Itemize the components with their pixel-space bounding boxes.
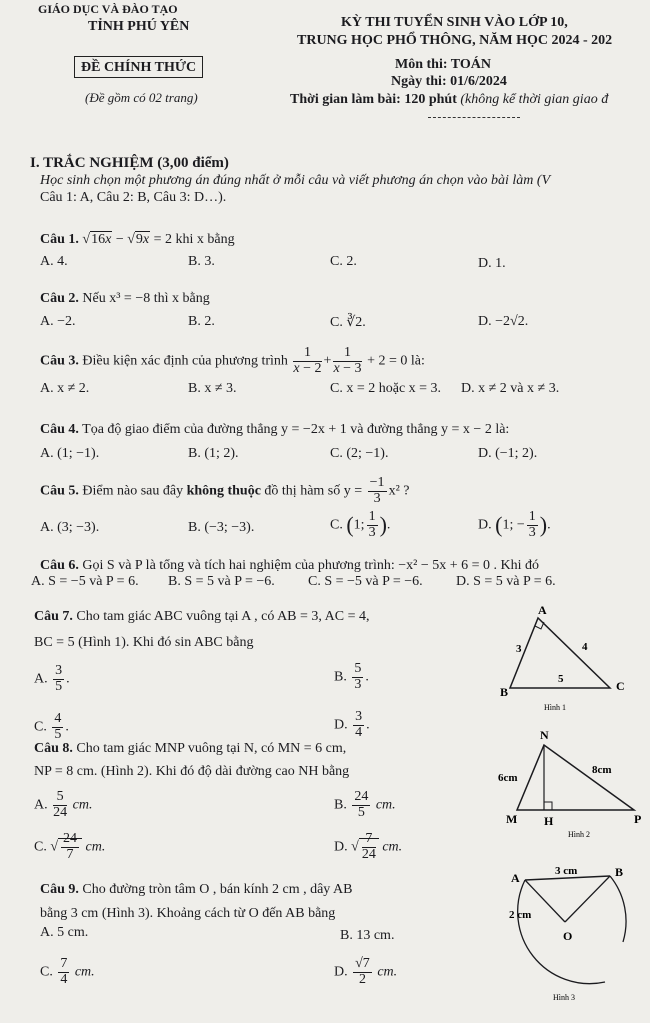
subject: Môn thi: TOÁN	[395, 57, 491, 72]
figure-2	[492, 725, 650, 845]
fig3-caption: Hình 3	[553, 993, 575, 1002]
q2-option-b: B. 2.	[188, 314, 215, 329]
q4-option-d: D. (−1; 2).	[478, 446, 538, 461]
q1-tail: = 2 khi x bằng	[153, 232, 235, 247]
q2-option-c: C. ∛2.	[330, 315, 366, 330]
q5-text-c: đồ thị hàm số y =	[264, 483, 363, 499]
fig3-oa: 2 cm	[509, 909, 532, 921]
q4-text: Tọa độ giao điểm của đường thẳng y = −2x + 1 và đường thẳng y = x − 2 là:	[82, 422, 510, 437]
question-8-line-2: NP = 8 cm. (Hình 2). Khi đó độ dài đường cao NH bằng	[34, 764, 350, 779]
official-box	[74, 56, 203, 78]
q4-option-a: A. (1; −1).	[40, 446, 100, 461]
q8-label: Câu 8.	[34, 741, 73, 756]
q1-option-c: C. 2.	[330, 254, 357, 269]
q6-option-d: D. S = 5 và P = 6.	[456, 574, 556, 589]
instructions-1: Học sinh chọn một phương án đúng nhất ở mỗi câu và viết phương án chọn vào bài làm (V	[40, 173, 551, 188]
q9-line1: Cho đường tròn tâm O , bán kính 2 cm , dây AB	[82, 882, 353, 897]
q1-option-b: B. 3.	[188, 254, 215, 269]
instructions-2: Câu 1: A, Câu 2: B, Câu 3: D…).	[40, 190, 227, 205]
section-title: I. TRẮC NGHIỆM (3,00 điểm)	[30, 155, 229, 171]
fig3-b: B	[615, 865, 624, 879]
fig2-np: 8cm	[592, 764, 612, 776]
q2-label: Câu 2.	[40, 291, 79, 306]
q6-option-a: A. S = −5 và P = 6.	[31, 574, 139, 589]
q2-text: Nếu x³ = −8 thì x bằng	[82, 291, 210, 306]
fig3-ab: 3 cm	[555, 865, 578, 877]
q7-option-b: B. $\frac{5}{3}$ .	[334, 661, 369, 692]
q5-option-c-wrap: C. (1; $\frac{1}{3}$ ).	[330, 509, 391, 540]
exam-time	[290, 92, 608, 108]
q5-option-a: A. (3; −3).	[40, 520, 100, 535]
question-3: Câu 3. Điều kiện xác định của phương trình $\frac{1}{x - 2}$ + $\frac{1}{x - 3}$ + 2 = 0 là:	[40, 345, 425, 376]
question-2	[40, 291, 210, 307]
fig2-mn: 6cm	[498, 772, 518, 784]
fig1-b: B	[500, 685, 509, 699]
fig2-right-angle	[544, 802, 552, 810]
q7-label: Câu 7.	[34, 609, 73, 624]
q2-option-a: A. −2.	[40, 314, 76, 329]
q1-option-a: A. 4.	[40, 254, 68, 269]
q9-label: Câu 9.	[40, 882, 79, 897]
fig3-radius-ob	[565, 876, 610, 922]
fig1-ac: 4	[582, 641, 588, 653]
q3-option-d: D. x ≠ 2 và x ≠ 3.	[461, 381, 560, 396]
q8-option-d: D. √ $\frac{7}{24}$ cm.	[334, 831, 403, 862]
q5-tail: x² ?	[388, 483, 410, 499]
q8-option-a: A. $\frac{5}{24}$ cm.	[34, 789, 93, 820]
fig2-h: H	[544, 814, 554, 828]
q5-frac: $\frac{-1}{3}$	[369, 475, 385, 506]
q7-line1: Cho tam giác ABC vuông tại A , có AB = 3, AC = 4,	[76, 609, 370, 624]
header-divider	[428, 117, 520, 118]
q5-option-d-wrap: D. (1; − $\frac{1}{3}$ ).	[478, 509, 551, 540]
fig2-p: P	[634, 812, 642, 826]
fig2-m: M	[506, 812, 518, 826]
time-label: Thời gian làm bài: 120 phút	[290, 92, 457, 107]
q6-label: Câu 6.	[40, 558, 79, 573]
exam-title-1: KỲ THI TUYỂN SINH VÀO LỚP 10,	[341, 15, 568, 30]
q9-option-d: D. $\frac{√7}{2}$ cm.	[334, 956, 398, 987]
q3-option-a: A. x ≠ 2.	[40, 381, 90, 396]
q6-text: Gọi S và P là tổng và tích hai nghiệm của phương trình: −x² − 5x + 6 = 0 . Khi đó	[82, 558, 539, 573]
q4-label: Câu 4.	[40, 422, 79, 437]
fig2-n: N	[540, 728, 549, 742]
figure-1	[480, 600, 640, 720]
fig1-bc: 5	[558, 673, 564, 685]
question-4	[40, 422, 509, 438]
q4-option-c: C. (2; −1).	[330, 446, 389, 461]
dept-line-1: GIÁO DỤC VÀ ĐÀO TẠO	[38, 2, 178, 16]
time-note: (không kể thời gian giao đ	[460, 92, 609, 107]
q1-option-d: D. 1.	[478, 256, 506, 271]
figure-3	[505, 862, 645, 1022]
question-7-line-1	[34, 609, 369, 625]
fig2-caption: Hình 2	[568, 830, 590, 839]
fig3-arc-left	[518, 880, 605, 984]
dept-line-2: TỈNH PHÚ YÊN	[88, 19, 190, 34]
q7-option-d: D. $\frac{3}{4}$ .	[334, 709, 370, 740]
q5-option-d: D.	[478, 517, 492, 533]
fig3-a: A	[511, 871, 520, 885]
q4-option-b: B. (1; 2).	[188, 446, 239, 461]
fig1-c: C	[616, 679, 625, 693]
fig3-o: O	[563, 929, 573, 943]
q8-line1: Cho tam giác MNP vuông tại N, có MN = 6 cm,	[76, 741, 347, 756]
q3-label: Câu 3.	[40, 353, 79, 369]
official-label: ĐỀ CHÍNH THỨC	[81, 60, 197, 75]
question-7-line-2: BC = 5 (Hình 1). Khi đó sin ABC bằng	[34, 635, 254, 650]
q9-option-a: A. 5 cm.	[40, 925, 89, 940]
q5-label: Câu 5.	[40, 483, 79, 499]
q6-option-c: C. S = −5 và P = −6.	[308, 574, 423, 589]
q3-frac-1: $\frac{1}{x - 2}$	[293, 345, 322, 376]
q5-text-a: Điểm nào sau đây	[82, 483, 184, 499]
q9-option-b: B. 13 cm.	[340, 928, 395, 943]
q5-text-b: không thuộc	[186, 483, 261, 499]
question-8-line-1	[34, 741, 346, 757]
q3-tail: + 2 = 0 là:	[367, 353, 425, 369]
q7-option-a: A. $\frac{3}{5}$ .	[34, 663, 70, 694]
exam-title-2: TRUNG HỌC PHỔ THÔNG, NĂM HỌC 2024 - 202	[297, 33, 613, 48]
q3-option-c: C. x = 2 hoặc x = 3.	[330, 381, 442, 396]
question-6	[40, 558, 539, 574]
fig1-a: A	[538, 603, 547, 617]
q5-option-c: C.	[330, 517, 343, 533]
fig1-ab: 3	[516, 643, 522, 655]
question-1	[40, 232, 235, 248]
q1-expr: √16x − √9x	[82, 232, 150, 247]
q8-option-b: B. $\frac{24}{5}$ cm.	[334, 789, 396, 820]
q2-option-d: D. −2√2.	[478, 314, 529, 329]
q9-option-c: C. $\frac{7}{4}$ cm.	[40, 956, 95, 987]
q5-option-b: B. (−3; −3).	[188, 520, 255, 535]
q3-option-b: B. x ≠ 3.	[188, 381, 237, 396]
q1-label: Câu 1.	[40, 232, 79, 247]
q7-option-c: C. $\frac{4}{5}$ .	[34, 711, 69, 742]
q8-option-c: C. √ $\frac{24}{7}$ cm.	[34, 831, 106, 862]
exam-date: Ngày thi: 01/6/2024	[391, 74, 507, 89]
fig2-triangle	[517, 745, 634, 810]
question-9-line-1	[40, 882, 353, 898]
question-5	[40, 476, 409, 506]
fig3-arc-right	[610, 876, 626, 942]
page-count: (Đề gồm có 02 trang)	[85, 90, 198, 105]
fig1-caption: Hình 1	[544, 703, 566, 712]
q6-option-b: B. S = 5 và P = −6.	[168, 574, 275, 589]
q3-text: Điều kiện xác định của phương trình	[82, 353, 288, 369]
question-9-line-2: bằng 3 cm (Hình 3). Khoảng cách từ O đến AB bằng	[40, 906, 336, 921]
q3-frac-2: $\frac{1}{x - 3}$	[333, 345, 362, 376]
